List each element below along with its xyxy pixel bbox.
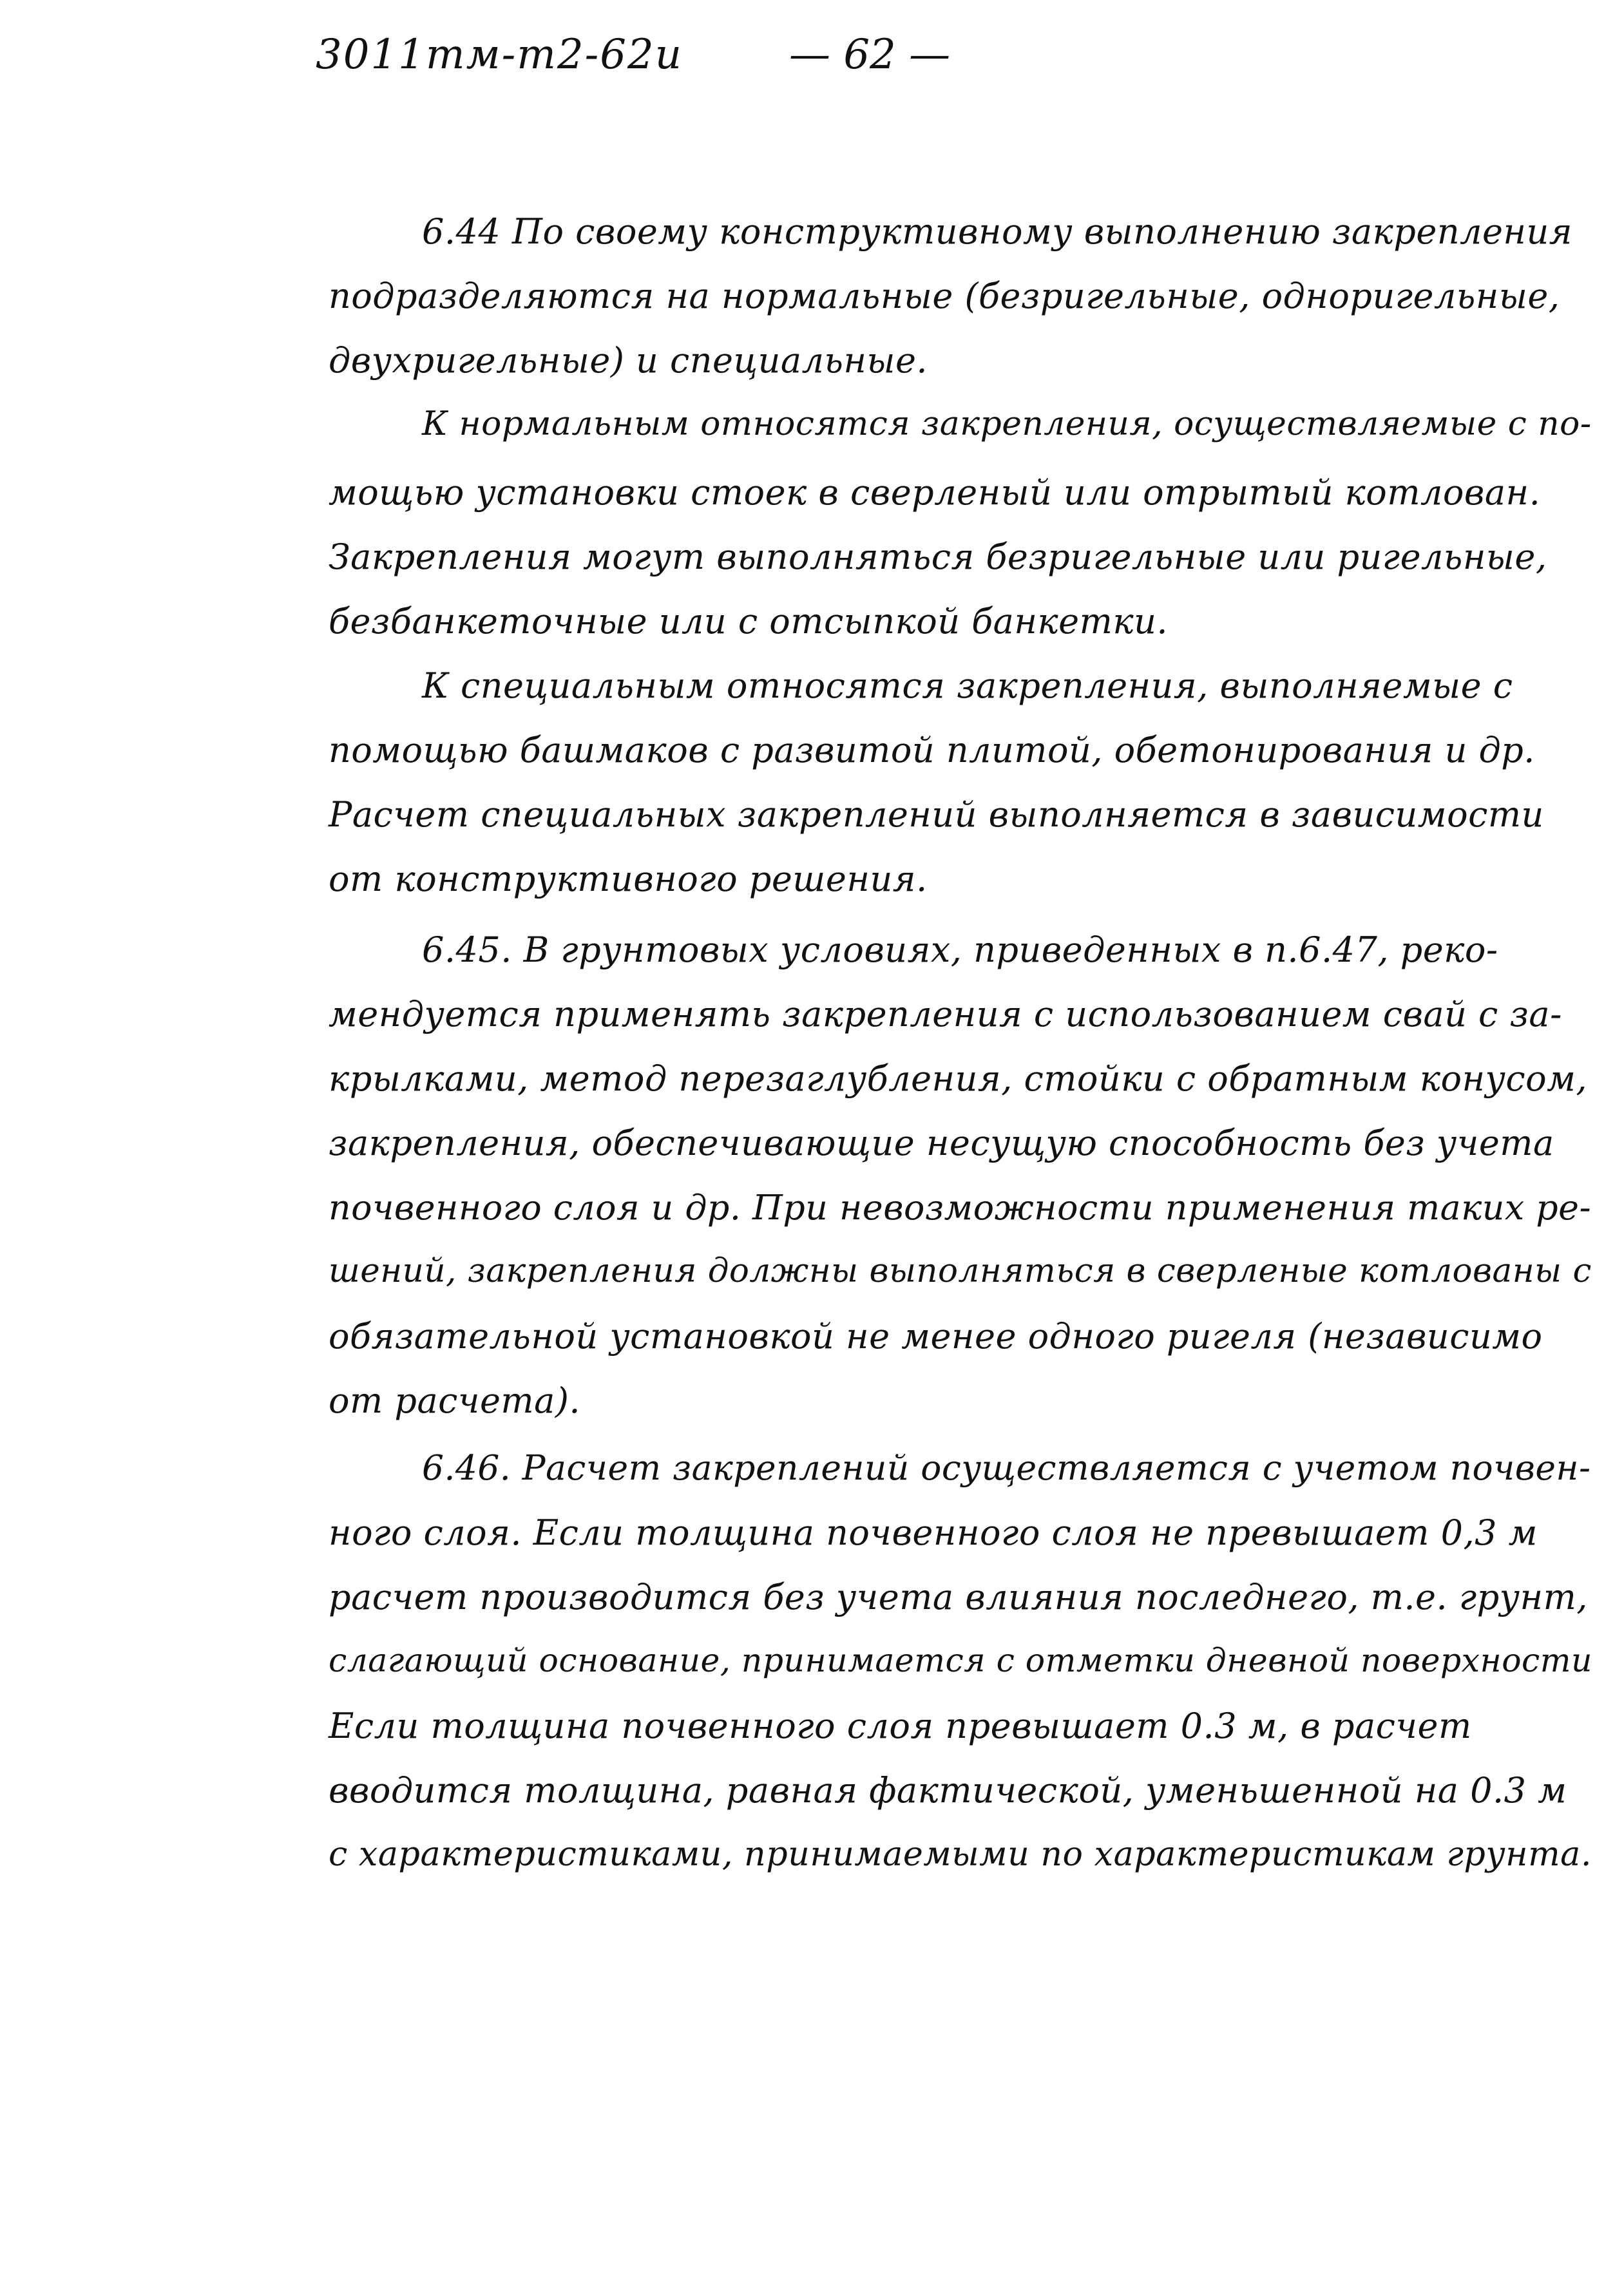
text-line: 6.45. В грунтовых условиях, приведенных в п.6.47, реко- — [422, 929, 1498, 970]
document-code: 3011тм-т2-62и — [316, 31, 683, 79]
text-line: ного слоя. Если толщина почвенного слоя не превышает 0,3 м — [329, 1512, 1538, 1553]
text-line: шений, закрепления должны выполняться в сверленые котлованы с — [329, 1252, 1592, 1290]
text-line: Расчет специальных закреплений выполняется в зависимости — [329, 794, 1544, 835]
text-line: почвенного слоя и др. При невозможности применения таких ре- — [329, 1187, 1592, 1228]
text-line: крылками, метод перезаглубления, стойки с обратным конусом, — [329, 1058, 1588, 1099]
text-line: подразделяются на нормальные (безригельные, одноригельные, — [329, 276, 1560, 316]
text-line: с характеристиками, принимаемыми по характеристикам грунта. — [329, 1834, 1592, 1874]
text-line: от конструктивного решения. — [329, 859, 928, 899]
text-line: Закрепления могут выполняться безригельные или ригельные, — [329, 537, 1547, 577]
text-line: вводится толщина, равная фактической, уменьшенной на 0.3 м — [329, 1770, 1567, 1811]
text-line: расчет производится без учета влияния последнего, т.е. грунт, — [329, 1577, 1588, 1617]
text-line: слагающий основание, принимается с отметки дневной поверхности — [329, 1641, 1592, 1679]
page-number: — 62 — — [789, 31, 951, 79]
text-line: К специальным относятся закрепления, выполняемые с — [422, 665, 1513, 706]
text-line: помощью башмаков с развитой плитой, обетонирования и др. — [329, 730, 1535, 770]
text-line: обязательной установкой не менее одного ригеля (независимо — [329, 1316, 1543, 1357]
text-line: мощью установки стоек в сверленый или отрытый котлован. — [329, 472, 1541, 513]
text-line: Если толщина почвенного слоя превышает 0.3 м, в расчет — [329, 1706, 1472, 1746]
text-line: 6.44 По своему конструктивному выполнению закрепления — [422, 211, 1573, 252]
text-line: безбанкеточные или с отсыпкой банкетки. — [329, 601, 1169, 642]
text-line: от расчета). — [329, 1380, 581, 1421]
text-line: 6.46. Расчет закреплений осуществляется с учетом почвен- — [422, 1447, 1591, 1488]
text-line: закрепления, обеспечивающие несущую способность без учета — [329, 1123, 1554, 1163]
text-line: мендуется применять закрепления с использованием свай с за- — [329, 994, 1562, 1034]
text-line: двухригельные) и специальные. — [329, 340, 928, 381]
text-line: К нормальным относятся закрепления, осуществляемые с по- — [422, 405, 1592, 443]
